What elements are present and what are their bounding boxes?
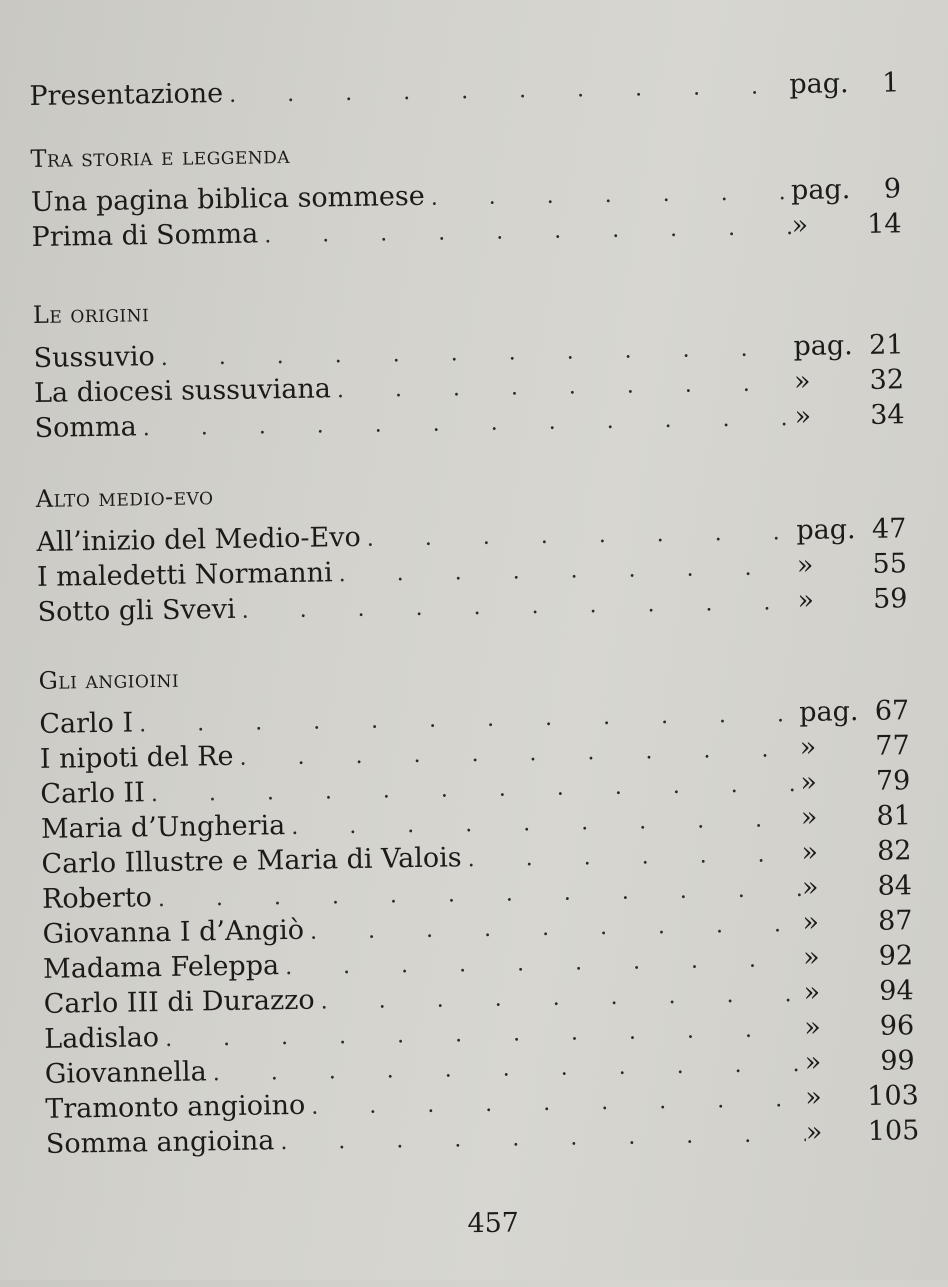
toc-entry-title: All’inizio del Medio-Evo (36, 521, 362, 558)
toc-entry-prefix: » (802, 906, 820, 938)
toc-entry-prefix: » (804, 1046, 822, 1078)
toc-entry-page: 21 (868, 329, 904, 361)
toc-entry-title: Maria d’Ungheria (40, 810, 286, 845)
toc-entry-page: 79 (875, 765, 911, 797)
section-title: Alto medio-evo (35, 482, 214, 513)
dot-leader (229, 69, 790, 113)
toc-entry-page: 1 (881, 67, 900, 99)
toc-entry-prefix: » (799, 731, 817, 763)
toc-entry-prefix: » (794, 400, 812, 433)
section-title: Gli angioini (38, 664, 180, 695)
toc-entry-page: 94 (879, 975, 914, 1007)
toc-section-storia (30, 131, 902, 255)
dot-leader (142, 401, 794, 446)
toc-entry-page: 92 (878, 940, 914, 972)
dot-leader (430, 175, 791, 216)
toc-entry-title: Ladislao (44, 1022, 160, 1055)
section-title: Tra storia e leggenda (30, 140, 291, 173)
page-number: 457 (467, 1207, 520, 1240)
toc-entry-title: Carlo II (40, 777, 146, 810)
toc-entry-prefix: pag. (789, 68, 849, 101)
toc-entry-page: 82 (876, 835, 912, 867)
section-title: Le origini (32, 299, 150, 329)
toc-entry-page: 55 (872, 548, 908, 580)
toc-section-front (29, 65, 899, 114)
toc-entry-prefix: pag. (790, 174, 851, 207)
toc-entry-prefix: » (801, 871, 819, 903)
toc-entry-page: 67 (874, 695, 910, 727)
toc-entry-prefix: pag. (798, 696, 859, 728)
toc-entry-prefix: » (800, 766, 818, 798)
toc-entry-prefix: » (801, 836, 819, 868)
toc-entry-page: 87 (877, 905, 913, 937)
toc-entry-title: Giovannella (44, 1056, 207, 1090)
toc-entry-prefix: » (797, 584, 815, 616)
toc-entry-page: 81 (876, 800, 912, 832)
toc-entry-prefix: » (805, 1081, 823, 1113)
dot-leader (467, 837, 801, 877)
toc-entry-page: 103 (867, 1080, 920, 1112)
toc-entry-title: Carlo III di Durazzo (43, 984, 315, 1020)
toc-entry-prefix: » (796, 549, 814, 581)
toc-section-altomedioevo (36, 471, 908, 630)
toc-entry-page: 99 (880, 1045, 915, 1077)
toc-entry-prefix: » (793, 365, 811, 398)
toc-entry-prefix: » (802, 941, 820, 973)
toc-entry-prefix: pag. (796, 514, 856, 546)
toc-entry-title: Tramonto angioino (45, 1089, 306, 1125)
toc-entry-prefix: » (805, 1116, 823, 1148)
toc-entry-page: 105 (867, 1115, 920, 1147)
toc-entry-title: Carlo Illustre e Maria di Valois (41, 842, 462, 880)
toc-entry-prefix: » (800, 801, 818, 833)
toc-entry-title: Somma angioina (45, 1125, 275, 1160)
toc-entry-prefix: » (791, 209, 809, 242)
toc-entry-title: Sotto gli Svevi (37, 593, 236, 628)
toc-entry-page: 9 (883, 173, 902, 205)
toc-entry-page: 34 (869, 399, 905, 431)
toc-section-origini (33, 287, 905, 446)
toc-entry-title: Roberto (41, 882, 153, 915)
toc-entry-page: 32 (869, 364, 905, 396)
toc-entry-prefix: » (803, 1011, 821, 1043)
dot-leader (264, 210, 792, 253)
toc-entry-title: I maledetti Normanni (36, 557, 333, 593)
dot-leader (280, 1117, 806, 1160)
toc-entry-page: 77 (875, 730, 911, 762)
toc-entry-prefix: » (803, 976, 821, 1008)
toc-entry-title: Somma (34, 411, 137, 444)
toc-entry-page: 96 (879, 1010, 915, 1042)
toc-entry-title: La diocesi sussuviana (33, 373, 332, 409)
dot-leader (241, 585, 797, 629)
toc-entry-page: 47 (871, 513, 907, 545)
toc-entry-page: 59 (872, 583, 908, 615)
toc-section-angioini (38, 653, 920, 1162)
toc-entry-title: Giovanna I d’Angiò (42, 914, 305, 950)
toc-entry (29, 65, 899, 114)
toc-entry-page: 84 (877, 870, 913, 902)
toc-entry-title: Prima di Somma (31, 218, 259, 253)
toc-entry-title: Sussuvio (33, 341, 155, 374)
toc-entry-title: Una pagina biblica sommese (30, 180, 425, 218)
toc-entry-title: Madama Feleppa (42, 950, 280, 985)
toc-entry-title: Presentazione (29, 77, 224, 112)
toc-entry-title: I nipoti del Re (39, 740, 234, 775)
toc-entry-page: 14 (866, 208, 902, 240)
toc-entry-title: Carlo I (39, 707, 134, 740)
toc-entry-prefix: pag. (793, 330, 853, 363)
